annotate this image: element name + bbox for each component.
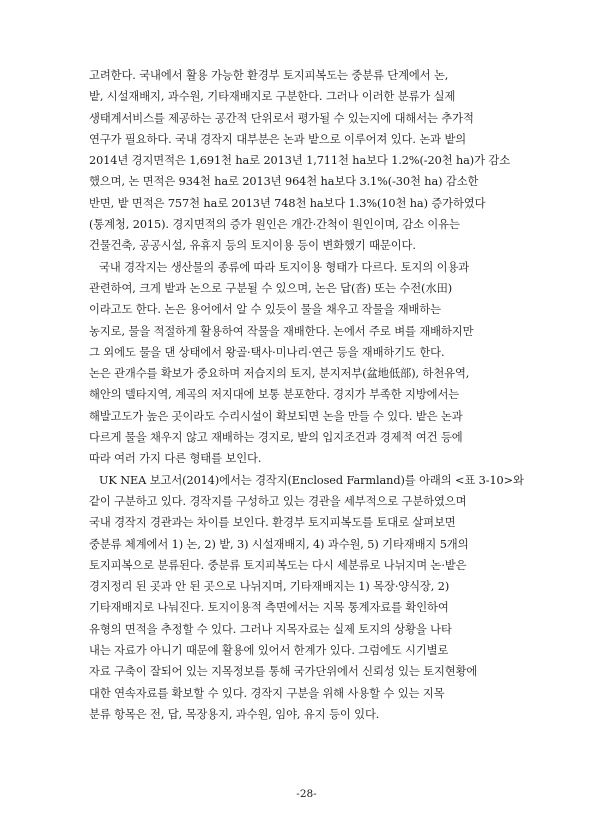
text-line: (통계청, 2015). 경지면적의 증가 원인은 개간·간척이 원인이며, 감소 이유는 [89, 218, 460, 232]
text-line: 다르게 물을 채우지 않고 재배하는 경지로, 밭의 입지조건과 경제적 여건 등에 [89, 431, 463, 445]
text-line: 연구가 필요하다. 국내 경작지 대부분은 논과 밭으로 이루어져 있다. 논과 밭의 [89, 132, 467, 146]
text-line: 해발고도가 높은 곳이라도 수리시설이 확보되면 논을 만들 수 있다. 밭은 논과 [89, 409, 463, 423]
text-line: 국내 경작지 경관과는 차이를 보인다. 환경부 토지피복도를 토대로 살펴보면 [89, 516, 456, 530]
text-line: 같이 구분하고 있다. 경작지를 구성하고 있는 경관을 세부적으로 구분하였으며 [89, 494, 467, 508]
text-line: 2014년 경지면적은 1,691천 ha로 2013년 1,711천 ha보다 1.2%(-20천 ha)가 감소 [89, 154, 511, 168]
text-line: 생태계서비스를 제공하는 공간적 단위로서 평가될 수 있는지에 대해서는 추가적 [89, 111, 474, 125]
text-line: 건물건축, 공공시설, 유휴지 등의 토지이용 등이 변화했기 때문이다. [89, 239, 416, 253]
text-line: 했으며, 논 면적은 934천 ha로 2013년 964천 ha보다 3.1%(-30천 ha) 감소한 [89, 175, 479, 189]
text-line: 대한 연속자료를 확보할 수 있다. 경작지 구분을 위해 사용할 수 있는 지목 [89, 686, 445, 700]
text-line: 자료 구축이 잘되어 있는 지목정보를 통해 국가단위에서 신뢰성 있는 토지현황에 [89, 665, 478, 679]
text-line: 경지정리 된 곳과 안 된 곳으로 나뉘지며, 기타재배지는 1) 목장·양식장, 2) [89, 580, 450, 594]
text-line: 반면, 밭 면적은 757천 ha로 2013년 748천 ha보다 1.3%(10천 ha) 증가하였다 [89, 196, 486, 210]
text-line: 따라 여러 가지 다른 형태를 보인다. [89, 452, 262, 466]
text-line: 내는 자료가 아니기 때문에 활용에 있어서 한계가 있다. 그럼에도 시기별로 [89, 644, 449, 658]
text-line: 그 외에도 물을 댄 상태에서 왕골·택사·미나리·연근 등을 재배하기도 한다. [89, 345, 445, 359]
page-number: -28- [296, 788, 317, 800]
text-line: 분류 항목은 전, 답, 목장용지, 과수원, 임야, 유지 등이 있다. [89, 707, 380, 721]
text-line: 농지로, 물을 적절하게 활용하여 작물을 재배한다. 논에서 주로 벼를 재배하지만 [89, 324, 474, 338]
text-line: 중분류 체계에서 1) 논, 2) 밭, 3) 시설재배지, 4) 과수원, 5) 기타재배지 5개의 [89, 537, 469, 551]
text-line: 해안의 델타지역, 계곡의 저지대에 보통 분포한다. 경지가 부족한 지방에서는 [89, 388, 460, 402]
body-text [89, 65, 535, 725]
text-line: 기타재배지로 나눠진다. 토지이용적 측면에서는 지목 통계자료를 확인하여 [89, 601, 449, 615]
paragraph-start-line: 국내 경작지는 생산물의 종류에 따라 토지이용 형태가 다르다. 토지의 이용과 [99, 260, 470, 274]
text-line: 밭, 시설재배지, 과수원, 기타재배지로 구분한다. 그러나 이러한 분류가 실제 [89, 90, 456, 104]
text-line: 고려한다. 국내에서 활용 가능한 환경부 토지피복도는 중분류 단계에서 논, [89, 69, 449, 82]
paragraph-start-line: UK NEA 보고서(2014)에서는 경작지(Enclosed Farmland)를 아래의 <표 3-10>와 [99, 473, 524, 487]
text-line: 이라고도 한다. 논은 용어에서 알 수 있듯이 물을 채우고 작물을 재배하는 [89, 303, 441, 317]
text-line: 관련하여, 크게 밭과 논으로 구분될 수 있으며, 논은 답(沓) 또는 수전(水田) [89, 281, 453, 295]
text-line: 토지피복으로 분류된다. 중분류 토지피복도는 다시 세분류로 나뉘지며 논·밭은 [89, 558, 467, 572]
text-line: 유형의 면적을 추정할 수 있다. 그러나 지목자료는 실제 토지의 상황을 나타 [89, 622, 452, 636]
text-line: 논은 관개수를 확보가 중요하며 저습지의 토지, 분지저부(盆地低部), 하천유역, [89, 367, 470, 381]
